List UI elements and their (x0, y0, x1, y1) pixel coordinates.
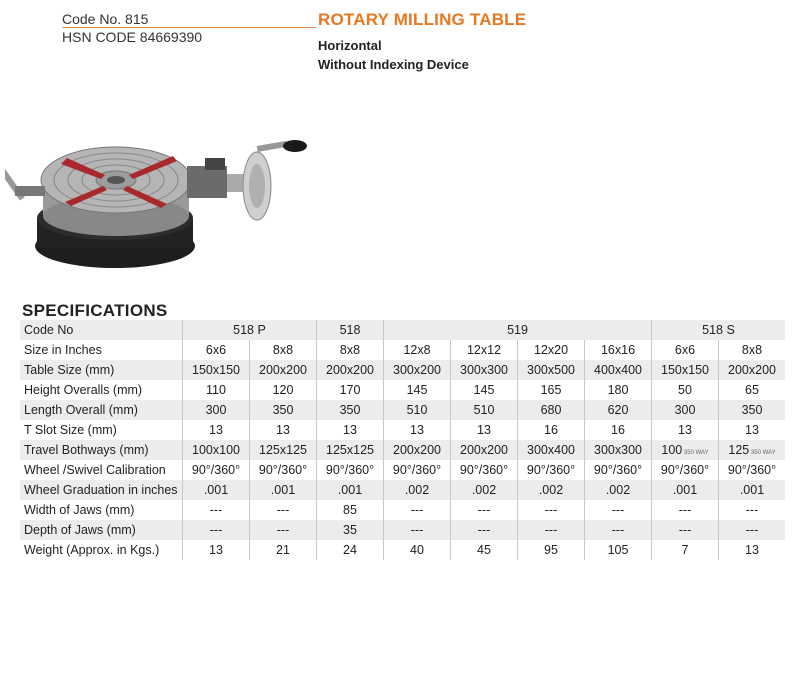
subtitle-variant: Without Indexing Device (318, 57, 469, 72)
spec-cell (183, 480, 250, 500)
specifications-table (20, 320, 785, 560)
spec-cell (183, 360, 250, 380)
spec-row (20, 440, 785, 460)
spec-cell (317, 340, 384, 360)
spec-cell (384, 380, 451, 400)
spec-cell (719, 420, 786, 440)
spec-cell-value: --- (410, 503, 424, 517)
spec-cell (317, 540, 384, 560)
spec-cell (384, 440, 451, 460)
spec-cell-value: 13 (343, 423, 357, 437)
spec-row-label: Size in Inches (24, 343, 102, 357)
hsn-code: HSN CODE 84669390 (62, 29, 203, 45)
spec-cell-value: 180 (607, 383, 629, 397)
spec-row (20, 460, 785, 480)
spec-cell (250, 340, 317, 360)
spec-row-label: T Slot Size (mm) (24, 423, 117, 437)
spec-cell (250, 360, 317, 380)
spec-cell (518, 420, 585, 440)
spec-cell-value: .001 (270, 483, 296, 497)
spec-cell-value: 8x8 (272, 343, 294, 357)
spec-cell-value: 13 (276, 423, 290, 437)
group-header-row (20, 320, 785, 340)
spec-cell-value: 13 (410, 423, 424, 437)
spec-cell-value: 13 (209, 423, 223, 437)
spec-cell-value: 150x150 (192, 363, 240, 377)
spec-cell-value: 12x20 (533, 343, 569, 357)
title-block (318, 10, 526, 74)
spec-row (20, 480, 785, 500)
travel-note: 350 WAY (682, 450, 709, 456)
spec-cell-value: 13 (678, 423, 692, 437)
spec-cell-value: .001 (739, 483, 765, 497)
rotary-table-icon (5, 128, 315, 278)
spec-cell (585, 460, 652, 480)
header-divider (62, 27, 316, 28)
spec-cell-value: 90°/360° (258, 463, 308, 477)
spec-cell (652, 360, 719, 380)
spec-row-label: Travel Bothways (mm) (20, 440, 183, 460)
spec-cell-value: 145 (473, 383, 495, 397)
spec-cell-value: 510 (473, 403, 495, 417)
spec-cell (652, 520, 719, 540)
spec-cell (585, 340, 652, 360)
spec-cell (451, 460, 518, 480)
spec-row-label: Width of Jaws (mm) (24, 503, 135, 517)
spec-cell-value: 200x200 (259, 363, 307, 377)
spec-row-label: Wheel Graduation in inches (20, 480, 183, 500)
spec-cell (250, 380, 317, 400)
model-group-header: 518 P (183, 320, 317, 340)
subtitle-orientation: Horizontal (318, 38, 382, 53)
spec-cell-value: .002 (605, 483, 631, 497)
spec-cell (384, 340, 451, 360)
spec-row-label: Height Overalls (mm) (24, 383, 143, 397)
spec-cell (518, 440, 585, 460)
spec-cell-value: 125 (728, 443, 750, 457)
spec-cell-value: 90°/360° (459, 463, 509, 477)
spec-cell (719, 500, 786, 520)
spec-cell-value: 300x400 (527, 443, 575, 457)
spec-row (20, 380, 785, 400)
spec-cell-value: 300x300 (460, 363, 508, 377)
spec-row-label: Depth of Jaws (mm) (20, 520, 183, 540)
spec-cell-value: 40 (410, 543, 424, 557)
spec-cell-value: 300 (674, 403, 696, 417)
spec-cell-value: 16 (611, 423, 625, 437)
spec-cell-value: 150x150 (661, 363, 709, 377)
spec-cell-value: .002 (538, 483, 564, 497)
spec-cell-value: 400x400 (594, 363, 642, 377)
spec-cell-value: 100x100 (192, 443, 240, 457)
spec-cell-value: --- (410, 523, 424, 537)
spec-cell (719, 440, 786, 460)
spec-cell-value: 90°/360° (660, 463, 710, 477)
spec-row (20, 360, 785, 380)
spec-cell-value: --- (544, 523, 558, 537)
spec-cell-value: 90°/360° (526, 463, 576, 477)
spec-cell (317, 460, 384, 480)
spec-cell (183, 400, 250, 420)
spec-cell (451, 480, 518, 500)
spec-cell-value: --- (209, 503, 223, 517)
spec-cell (183, 380, 250, 400)
spec-cell (250, 420, 317, 440)
travel-note: 350 WAY (749, 450, 776, 456)
spec-cell-value: 350 (339, 403, 361, 417)
spec-cell (451, 420, 518, 440)
spec-cell-value: 200x200 (326, 363, 374, 377)
spec-row-label: Table Size (mm) (20, 360, 183, 380)
spec-cell-value: 90°/360° (593, 463, 643, 477)
spec-cell-value: 110 (206, 383, 226, 397)
spec-cell-value: 13 (745, 423, 759, 437)
spec-cell-value: --- (678, 503, 692, 517)
spec-cell-value: 165 (540, 383, 562, 397)
spec-cell-value: 6x6 (674, 343, 696, 357)
spec-row (20, 520, 785, 540)
spec-cell (451, 380, 518, 400)
spec-cell (250, 540, 317, 560)
spec-cell-value: .002 (404, 483, 430, 497)
spec-cell-value: 90°/360° (392, 463, 442, 477)
spec-cell (317, 520, 384, 540)
spec-row (20, 340, 785, 360)
spec-cell-value: 12x8 (403, 343, 431, 357)
spec-cell-value: --- (745, 523, 759, 537)
spec-cell (719, 340, 786, 360)
spec-cell-value: 125x125 (326, 443, 374, 457)
spec-cell-value: 200x200 (393, 443, 441, 457)
spec-cell (183, 520, 250, 540)
spec-cell (250, 400, 317, 420)
spec-cell (384, 500, 451, 520)
spec-cell-value: 12x12 (466, 343, 502, 357)
spec-cell (451, 360, 518, 380)
spec-cell-value: 300x200 (393, 363, 441, 377)
spec-cell-value: 16x16 (600, 343, 636, 357)
code-no-label: Code No (20, 320, 183, 340)
spec-cell-value: 21 (276, 543, 290, 557)
spec-cell (652, 400, 719, 420)
spec-cell-value: 45 (477, 543, 491, 557)
spec-cell (652, 480, 719, 500)
spec-cell-value: 120 (272, 383, 294, 397)
spec-cell (250, 500, 317, 520)
spec-cell-value: 300x500 (527, 363, 575, 377)
spec-cell (652, 340, 719, 360)
spec-cell (518, 360, 585, 380)
spec-cell (518, 500, 585, 520)
spec-cell (317, 480, 384, 500)
spec-cell (183, 340, 250, 360)
spec-row-label: Length Overall (mm) (20, 400, 183, 420)
spec-cell-value: 105 (607, 543, 629, 557)
code-block (62, 10, 202, 46)
spec-cell (384, 520, 451, 540)
spec-cell-value: --- (477, 503, 491, 517)
spec-cell (183, 440, 250, 460)
spec-cell (384, 480, 451, 500)
spec-cell (317, 420, 384, 440)
spec-cell-value: 8x8 (741, 343, 763, 357)
spec-cell (183, 460, 250, 480)
spec-cell (585, 360, 652, 380)
spec-cell-value: 510 (406, 403, 428, 417)
spec-cell (652, 380, 719, 400)
spec-cell-value: 7 (681, 543, 689, 557)
spec-cell-value: .002 (471, 483, 497, 497)
spec-row (20, 540, 785, 560)
spec-cell (585, 420, 652, 440)
product-subtitle (318, 36, 526, 74)
spec-cell-value: 16 (544, 423, 558, 437)
spec-cell-value: 350 (741, 403, 763, 417)
spec-cell (250, 520, 317, 540)
spec-row (20, 400, 785, 420)
spec-row-label: Wheel /Swivel Calibration (24, 463, 166, 477)
spec-cell-value: 8x8 (339, 343, 361, 357)
spec-cell-value: 125x125 (259, 443, 307, 457)
spec-cell-value: 13 (745, 543, 759, 557)
spec-cell-value: --- (611, 503, 625, 517)
spec-cell-value: --- (745, 503, 759, 517)
spec-cell (652, 420, 719, 440)
spec-cell-value: 35 (343, 523, 357, 537)
spec-cell (183, 540, 250, 560)
spec-cell-value: --- (276, 503, 290, 517)
spec-cell (719, 360, 786, 380)
spec-cell-value: --- (611, 523, 625, 537)
spec-cell (451, 500, 518, 520)
spec-cell (518, 400, 585, 420)
spec-cell (317, 380, 384, 400)
spec-cell (250, 480, 317, 500)
model-group-header: 519 (384, 320, 652, 340)
spec-cell-value: --- (209, 523, 223, 537)
spec-cell-value: --- (678, 523, 692, 537)
spec-cell-value: 50 (678, 383, 692, 397)
spec-cell (719, 480, 786, 500)
spec-cell (518, 380, 585, 400)
spec-cell (585, 440, 652, 460)
spec-cell (719, 380, 786, 400)
spec-cell-value: --- (276, 523, 290, 537)
spec-cell (317, 440, 384, 460)
spec-cell (652, 500, 719, 520)
spec-cell (384, 540, 451, 560)
spec-cell-value: 680 (540, 403, 562, 417)
spec-cell (585, 540, 652, 560)
spec-cell (384, 400, 451, 420)
spec-cell (451, 520, 518, 540)
spec-cell-value: 90°/360° (191, 463, 241, 477)
spec-cell (585, 480, 652, 500)
spec-cell-value: 65 (745, 383, 759, 397)
spec-cell-value: .001 (337, 483, 363, 497)
spec-cell (317, 360, 384, 380)
spec-cell-value: 13 (477, 423, 491, 437)
code-number: Code No. 815 (62, 11, 149, 27)
spec-cell (250, 460, 317, 480)
spec-cell (317, 500, 384, 520)
spec-cell (518, 480, 585, 500)
spec-cell (585, 380, 652, 400)
model-group-header: 518 S (652, 320, 786, 340)
spec-cell (183, 420, 250, 440)
spec-cell-value: 100 (661, 443, 683, 457)
spec-cell-value: 90°/360° (325, 463, 375, 477)
spec-cell (652, 460, 719, 480)
spec-cell-value: 90°/360° (727, 463, 777, 477)
spec-cell-value: --- (544, 503, 558, 517)
spec-cell (317, 400, 384, 420)
model-group-header: 518 (317, 320, 384, 340)
spec-cell-value: 85 (343, 503, 357, 517)
spec-cell-value: 200x200 (728, 363, 776, 377)
product-title: ROTARY MILLING TABLE (318, 10, 527, 29)
spec-cell (451, 440, 518, 460)
spec-cell-value: 300x300 (594, 443, 642, 457)
spec-cell (250, 440, 317, 460)
spec-cell (719, 400, 786, 420)
spec-cell (451, 400, 518, 420)
spec-cell-value: 6x6 (205, 343, 227, 357)
spec-row (20, 500, 785, 520)
spec-cell-value: .001 (203, 483, 229, 497)
spec-cell-value: 200x200 (460, 443, 508, 457)
spec-row-label: Weight (Approx. in Kgs.) (24, 543, 160, 557)
spec-cell-value: 13 (209, 543, 223, 557)
spec-cell (652, 540, 719, 560)
spec-cell (585, 400, 652, 420)
spec-cell-value: .001 (672, 483, 698, 497)
spec-cell-value: 350 (272, 403, 294, 417)
spec-cell-value: --- (477, 523, 491, 537)
spec-cell-value: 24 (343, 543, 357, 557)
spec-cell (719, 540, 786, 560)
spec-cell-value: 95 (544, 543, 558, 557)
spec-cell (384, 360, 451, 380)
spec-cell (183, 500, 250, 520)
spec-cell (518, 460, 585, 480)
spec-cell (384, 420, 451, 440)
spec-cell (585, 500, 652, 520)
spec-cell (384, 460, 451, 480)
spec-cell (451, 540, 518, 560)
spec-cell (585, 520, 652, 540)
spec-cell-value: 145 (406, 383, 428, 397)
spec-cell (719, 460, 786, 480)
spec-row (20, 420, 785, 440)
spec-cell (518, 340, 585, 360)
spec-cell-value: 300 (205, 403, 227, 417)
spec-cell (451, 340, 518, 360)
spec-cell-value: 620 (607, 403, 629, 417)
spec-cell (719, 520, 786, 540)
spec-cell (518, 520, 585, 540)
spec-cell (518, 540, 585, 560)
specifications-heading: SPECIFICATIONS (22, 301, 168, 320)
spec-cell-value: 170 (339, 383, 361, 397)
spec-cell (652, 440, 719, 460)
